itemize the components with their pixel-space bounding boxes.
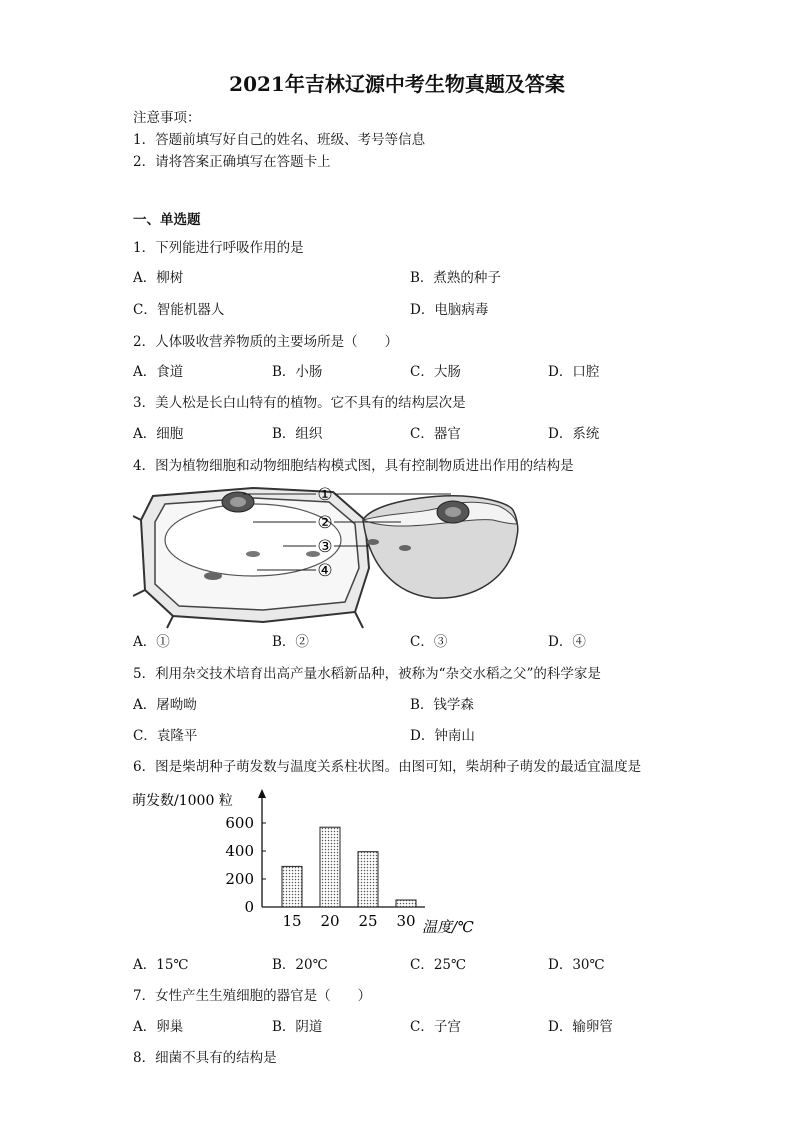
q7-option-a: A．卵巢 <box>133 1019 184 1035</box>
q6-option-a: A．15℃ <box>133 957 189 973</box>
q5-option-a: A．屠呦呦 <box>133 697 197 713</box>
chart-bar <box>320 827 340 907</box>
chart-bar <box>358 852 378 907</box>
chart-x-tick-label: 30 <box>396 912 416 930</box>
germination-bar-chart <box>120 785 500 945</box>
q6-option-b: B．20℃ <box>272 957 328 973</box>
q1-option-a: A．柳树 <box>133 270 184 286</box>
chart-x-tick-label: 15 <box>282 912 302 930</box>
question-3-stem: 3．美人松是长白山特有的植物。它不具有的结构层次是 <box>133 395 466 411</box>
question-6-stem: 6．图是柴胡种子萌发数与温度关系柱状图。由图可知，柴胡种子萌发的最适宜温度是 <box>133 759 642 775</box>
chart-y-tick-label: 600 <box>225 814 254 832</box>
notice-item-2: 2．请将答案正确填写在答题卡上 <box>133 154 331 170</box>
q5-option-d: D．钟南山 <box>410 728 475 744</box>
q1-option-c: C．智能机器人 <box>133 302 225 318</box>
page-title: 2021年吉林辽源中考生物真题及答案 <box>229 72 565 96</box>
q5-option-b: B．钱学森 <box>410 697 474 713</box>
q2-option-a: A．食道 <box>133 364 184 380</box>
question-7-stem: 7．女性产生生殖细胞的器官是（ ） <box>133 988 372 1004</box>
animal-cell <box>363 496 518 598</box>
cell-structure-diagram <box>133 480 533 630</box>
q3-option-b: B．组织 <box>272 426 323 442</box>
chart-y-axis-label: 萌发数/1000 粒 <box>132 793 233 809</box>
q4-option-c: C．③ <box>410 634 448 650</box>
q7-option-b: B．阴道 <box>272 1019 323 1035</box>
question-8-stem: 8．细菌不具有的结构是 <box>133 1050 277 1066</box>
cell-label-4: ④ <box>317 561 333 581</box>
q2-option-b: B．小肠 <box>272 364 323 380</box>
question-2-stem: 2．人体吸收营养物质的主要场所是（ ） <box>133 334 399 350</box>
cell-label-2: ② <box>317 513 333 533</box>
chart-y-tick-label: 0 <box>244 898 254 916</box>
notice-heading: 注意事项： <box>133 110 201 126</box>
q6-option-d: D．30℃ <box>548 957 605 973</box>
notice-item-1: 1．答题前填写好自己的姓名、班级、考号等信息 <box>133 132 426 148</box>
chart-x-tick-label: 20 <box>320 912 340 930</box>
question-1-stem: 1．下列能进行呼吸作用的是 <box>133 240 304 256</box>
cell-label-3: ③ <box>317 537 333 557</box>
question-5-stem: 5．利用杂交技术培育出高产量水稻新品种，被称为“杂交水稻之父”的科学家是 <box>133 666 601 682</box>
chart-x-tick-label: 25 <box>358 912 378 930</box>
q3-option-a: A．细胞 <box>133 426 184 442</box>
q3-option-d: D．系统 <box>548 426 600 442</box>
chart-y-axis-arrow <box>258 789 266 798</box>
chart-y-tick-label: 200 <box>225 870 254 888</box>
q2-option-c: C．大肠 <box>410 364 461 380</box>
q3-option-c: C．器官 <box>410 426 461 442</box>
chart-bar <box>282 866 302 907</box>
q2-option-d: D．口腔 <box>548 364 600 380</box>
section-heading: 一、单选题 <box>133 212 201 228</box>
chart-x-axis-label: 温度/℃ <box>422 918 474 936</box>
q1-option-d: D．电脑病毒 <box>410 302 489 318</box>
chart-bar <box>396 900 416 907</box>
q4-option-d: D．④ <box>548 634 586 650</box>
q6-option-c: C．25℃ <box>410 957 467 973</box>
q4-option-b: B．② <box>272 634 309 650</box>
chart-y-tick-label: 400 <box>225 842 254 860</box>
q5-option-c: C．袁隆平 <box>133 728 198 744</box>
q7-option-c: C．子宫 <box>410 1019 461 1035</box>
cell-label-1: ① <box>317 485 333 505</box>
question-4-stem: 4．图为植物细胞和动物细胞结构模式图，具有控制物质进出作用的结构是 <box>133 458 574 474</box>
plant-cell <box>133 488 369 628</box>
q7-option-d: D．输卵管 <box>548 1019 613 1035</box>
q1-option-b: B．煮熟的种子 <box>410 270 501 286</box>
q4-option-a: A．① <box>133 634 170 650</box>
